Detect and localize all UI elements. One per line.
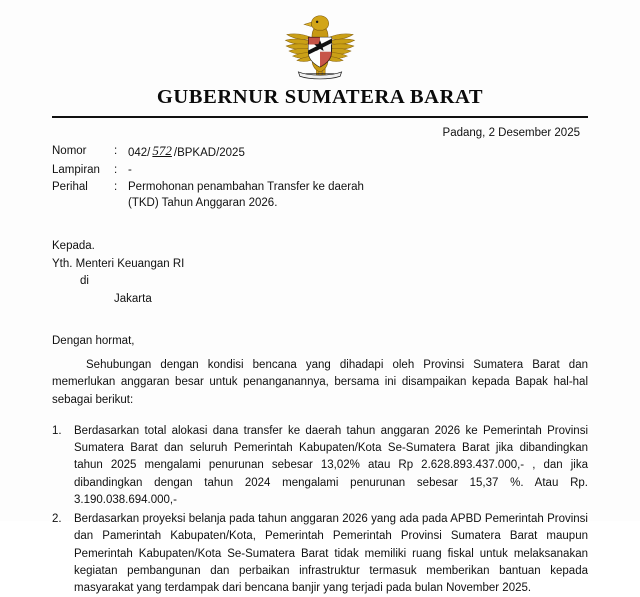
addressee-line-kepada: Kepada. xyxy=(52,239,95,252)
nomor-value xyxy=(128,143,588,162)
nomor-prefix: 042/ xyxy=(128,147,151,159)
addressee-line-di: di xyxy=(80,275,89,288)
lampiran-colon: : xyxy=(114,163,118,176)
nomor-suffix: /BPKAD/2025 xyxy=(173,147,245,159)
place-and-date: Padang, 2 Desember 2025 xyxy=(442,127,580,139)
nomor-label: Nomor xyxy=(52,145,87,157)
field-row-perihal xyxy=(52,179,588,212)
list-item-number: 1. xyxy=(52,424,62,437)
perihal-label: Perihal xyxy=(52,180,88,193)
addressee-line-city: Jakarta xyxy=(114,293,152,306)
lampiran-value: - xyxy=(128,163,132,176)
perihal-value xyxy=(128,179,588,212)
perihal-value-line1: Permohonan penambahan Transfer ke daerah xyxy=(128,180,364,193)
nomor-handwritten-number: 572 xyxy=(152,143,172,158)
perihal-value-line2: (TKD) Tahun Anggaran 2026. xyxy=(128,197,278,210)
lampiran-label: Lampiran xyxy=(52,163,100,176)
list-item xyxy=(52,423,588,509)
addressee-line-recipient: Yth. Menteri Keuangan RI xyxy=(52,257,185,270)
field-row-nomor xyxy=(52,143,588,162)
list-item xyxy=(52,511,588,597)
field-row-lampiran xyxy=(52,162,588,179)
letter-fields xyxy=(52,143,588,212)
emblem-container xyxy=(52,0,588,82)
list-item-text: Berdasarkan proyeksi belanja pada tahun anggaran 2026 yang ada pada APBD Pemerintah Provinsi dan Pamerintah Kabupaten/Kota, Pemerintah Pemerintah Provinsi Sumatera Barat maupun Pemerintah Kabupaten/Kota Se-Sumatera Barat tidak memiliki ruang fiskal untuk melaksanakan kegiatan pembangunan dan perbaikan infrastruktur termasuk memberikan bantuan kepada masyarakat yang terdampak dari bencana banjir yang terjadi pada bulan November 2025. xyxy=(74,513,588,595)
list-item-number: 2. xyxy=(52,513,62,526)
addressee-block xyxy=(52,238,588,309)
page-title: GUBERNUR SUMATERA BARAT xyxy=(156,86,484,108)
points-list xyxy=(52,423,588,597)
nomor-colon: : xyxy=(114,145,118,157)
perihal-colon: : xyxy=(114,180,118,193)
garuda-pancasila-emblem xyxy=(276,10,364,82)
header-divider xyxy=(52,116,588,118)
list-item-text: Berdasarkan total alokasi dana transfer ke daerah tahun anggaran 2026 ke Pemerintah Provinsi Sumatera Barat dan seluruh Pemerintah Kabupaten/Kota Se-Sumatera Barat jika dibandingkan tahun 2025 mengalami penurunan sebesar 13,02% atau Rp 2.628.893.437.000,- , dan jika dibandingkan dengan tahun 2024 mengalami penurunan sebesar 15,37 %. Atau Rp. 3.190.038.694.000,- xyxy=(74,424,588,506)
salutation: Dengan hormat, xyxy=(52,335,135,348)
opening-paragraph: Sehubungan dengan kondisi bencana yang dihadapi oleh Provinsi Sumatera Barat dan memerlukan anggaran besar untuk penanganannya, bersama ini disampaikan kepada Bapak hal-hal sebagai berikut: xyxy=(52,359,588,406)
